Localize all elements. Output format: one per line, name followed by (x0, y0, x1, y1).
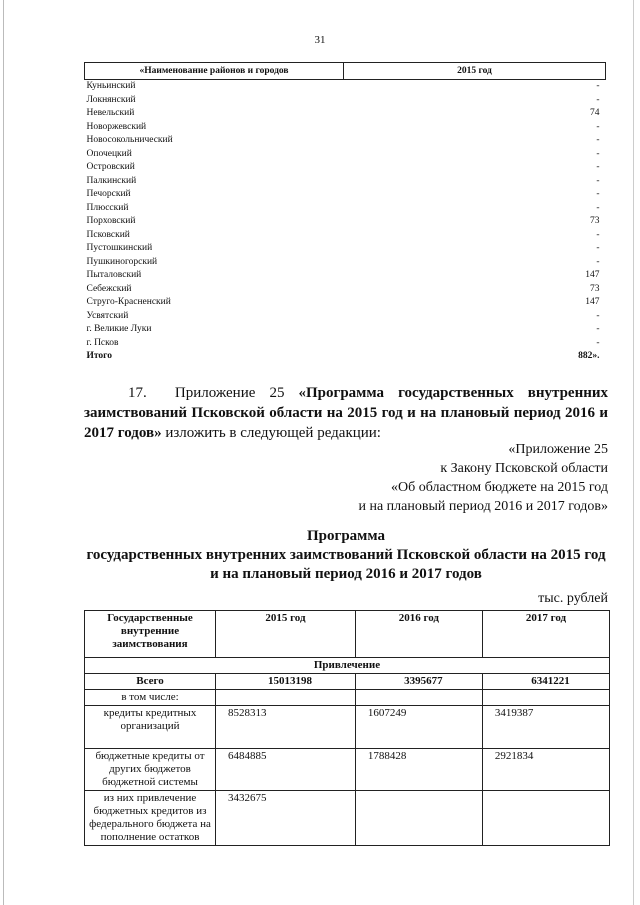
value-2017 (482, 690, 609, 706)
value-2016 (355, 690, 482, 706)
appendix-line: «Приложение 25 (508, 442, 608, 457)
district-name: Плюсский (86, 202, 129, 213)
district-name: Пыталовский (86, 270, 142, 280)
district-name: Усвятский (86, 310, 129, 321)
district-name: г. Великие Луки (86, 324, 152, 334)
header-district-name: «Наименование районов и городов (85, 63, 344, 80)
program-title-line: и на плановый период 2016 и 2017 годов (210, 566, 482, 582)
district-value: - (596, 189, 600, 199)
district-name: Локнянский (86, 94, 136, 105)
value-2016: 1788428 (355, 749, 482, 791)
borrowings-table (84, 610, 610, 846)
program-title-line: государственных внутренних заимствований Псковской области на 2015 год (86, 547, 606, 563)
district-value: 73 (590, 283, 600, 294)
table-row (85, 674, 610, 690)
district-value: 147 (585, 297, 600, 307)
table-row (85, 283, 606, 297)
district-value: 73 (590, 216, 600, 226)
district-name: Пустошкинский (86, 243, 153, 253)
district-value: - (596, 256, 600, 267)
district-value: - (596, 310, 600, 321)
row-label: бюджетные кредиты от других бюджетов бюджетной системы (85, 749, 216, 791)
row-label: из них привлечение бюджетных кредитов из федерального бюджета на пополнение остатков (85, 791, 216, 846)
appendix-line: «Об областном бюджете на 2015 год (391, 480, 608, 495)
table-row (85, 161, 606, 175)
value-2015: 15013198 (216, 674, 356, 690)
value-2016: 3395677 (355, 674, 482, 690)
table-row (85, 269, 606, 283)
paragraph-number: 17. (128, 385, 147, 401)
district-name: Островский (86, 162, 135, 172)
value-2015: 3432675 (216, 791, 356, 846)
table-row (85, 242, 606, 256)
table-row (85, 296, 606, 310)
amendment-paragraph (84, 383, 608, 443)
district-name: Псковский (86, 229, 130, 240)
table-row (85, 706, 610, 749)
table-row (85, 80, 606, 94)
scan-edge-left (3, 0, 4, 905)
value-2017: 3419387 (482, 706, 609, 749)
row-label: Всего (85, 674, 216, 690)
district-value: 147 (585, 270, 600, 280)
page-number: 31 (314, 34, 326, 46)
table-row (85, 791, 610, 846)
districts-table (84, 62, 606, 364)
value-2015: 8528313 (216, 706, 356, 749)
table-row (85, 323, 606, 337)
total-label: Итого (86, 351, 113, 361)
table-row (85, 94, 606, 108)
district-value: - (596, 229, 600, 240)
value-2015: 6484885 (216, 749, 356, 791)
value-2016 (355, 791, 482, 846)
table-row (85, 175, 606, 189)
district-name: Печорский (86, 189, 131, 199)
total-row (85, 350, 606, 364)
table-row (85, 121, 606, 135)
row-label: в том числе: (85, 690, 216, 706)
units-label: тыс. рублей (538, 591, 608, 606)
district-value: - (596, 175, 600, 186)
district-name: Пушкиногорский (86, 256, 158, 267)
table-row (85, 188, 606, 202)
value-2017: 2921834 (482, 749, 609, 791)
district-value: - (596, 121, 600, 132)
value-2015 (216, 690, 356, 706)
table-row (85, 202, 606, 216)
program-title (84, 527, 608, 584)
total-value: 882». (578, 351, 600, 361)
appendix-line: и на плановый период 2016 и 2017 годов» (358, 499, 608, 514)
district-value: - (596, 135, 600, 145)
district-name: Палкинский (86, 175, 137, 186)
districts-table-header (85, 63, 606, 80)
district-value: - (596, 243, 600, 253)
header-2016: 2016 год (355, 611, 482, 658)
row-label: кредиты кредитных организаций (85, 706, 216, 749)
appendix-block (358, 440, 608, 516)
district-value: - (596, 337, 600, 348)
table-row (85, 256, 606, 270)
district-value: - (596, 81, 600, 91)
district-name: Струго-Красненский (86, 297, 171, 307)
value-2017: 6341221 (482, 674, 609, 690)
district-name: Новосокольнический (86, 135, 173, 145)
borrowings-table-header (85, 611, 610, 658)
paragraph-suffix: изложить в следующей редакции: (165, 425, 381, 441)
value-2016: 1607249 (355, 706, 482, 749)
district-name: Опочецкий (86, 148, 132, 159)
table-row (85, 749, 610, 791)
district-name: Невельский (86, 108, 135, 118)
paragraph-prefix: Приложение 25 (174, 385, 285, 401)
table-row (85, 690, 610, 706)
header-borrowings: Государственные внутренние заимствования (85, 611, 216, 658)
district-value: - (596, 162, 600, 172)
district-name: Новоржевский (86, 121, 147, 132)
table-row (85, 229, 606, 243)
district-value: - (596, 202, 600, 213)
table-row (85, 134, 606, 148)
paragraph-bold-title: «Программа государственных внутренних заимствований Псковской области на 2015 год и на плановый период 2016 и 2017 годов» (84, 385, 609, 441)
district-name: г. Псков (86, 337, 119, 348)
district-value: - (596, 148, 600, 159)
value-2017 (482, 791, 609, 846)
district-name: Себежский (86, 283, 132, 294)
section-label: Привлечение (85, 658, 610, 674)
program-title-line: Программа (307, 528, 385, 544)
appendix-line: к Закону Псковской области (440, 461, 608, 476)
district-name: Куньинский (86, 81, 136, 91)
table-row (85, 310, 606, 324)
table-row (85, 148, 606, 162)
district-value: - (596, 324, 600, 334)
district-value: - (596, 94, 600, 105)
district-name: Порховский (86, 216, 136, 226)
district-value: 74 (590, 108, 600, 118)
scan-edge-right (633, 0, 634, 905)
table-row (85, 107, 606, 121)
table-row (85, 337, 606, 351)
header-2017: 2017 год (482, 611, 609, 658)
section-row (85, 658, 610, 674)
header-2015: 2015 год (216, 611, 356, 658)
header-year-2015: 2015 год (344, 63, 606, 80)
table-row (85, 215, 606, 229)
